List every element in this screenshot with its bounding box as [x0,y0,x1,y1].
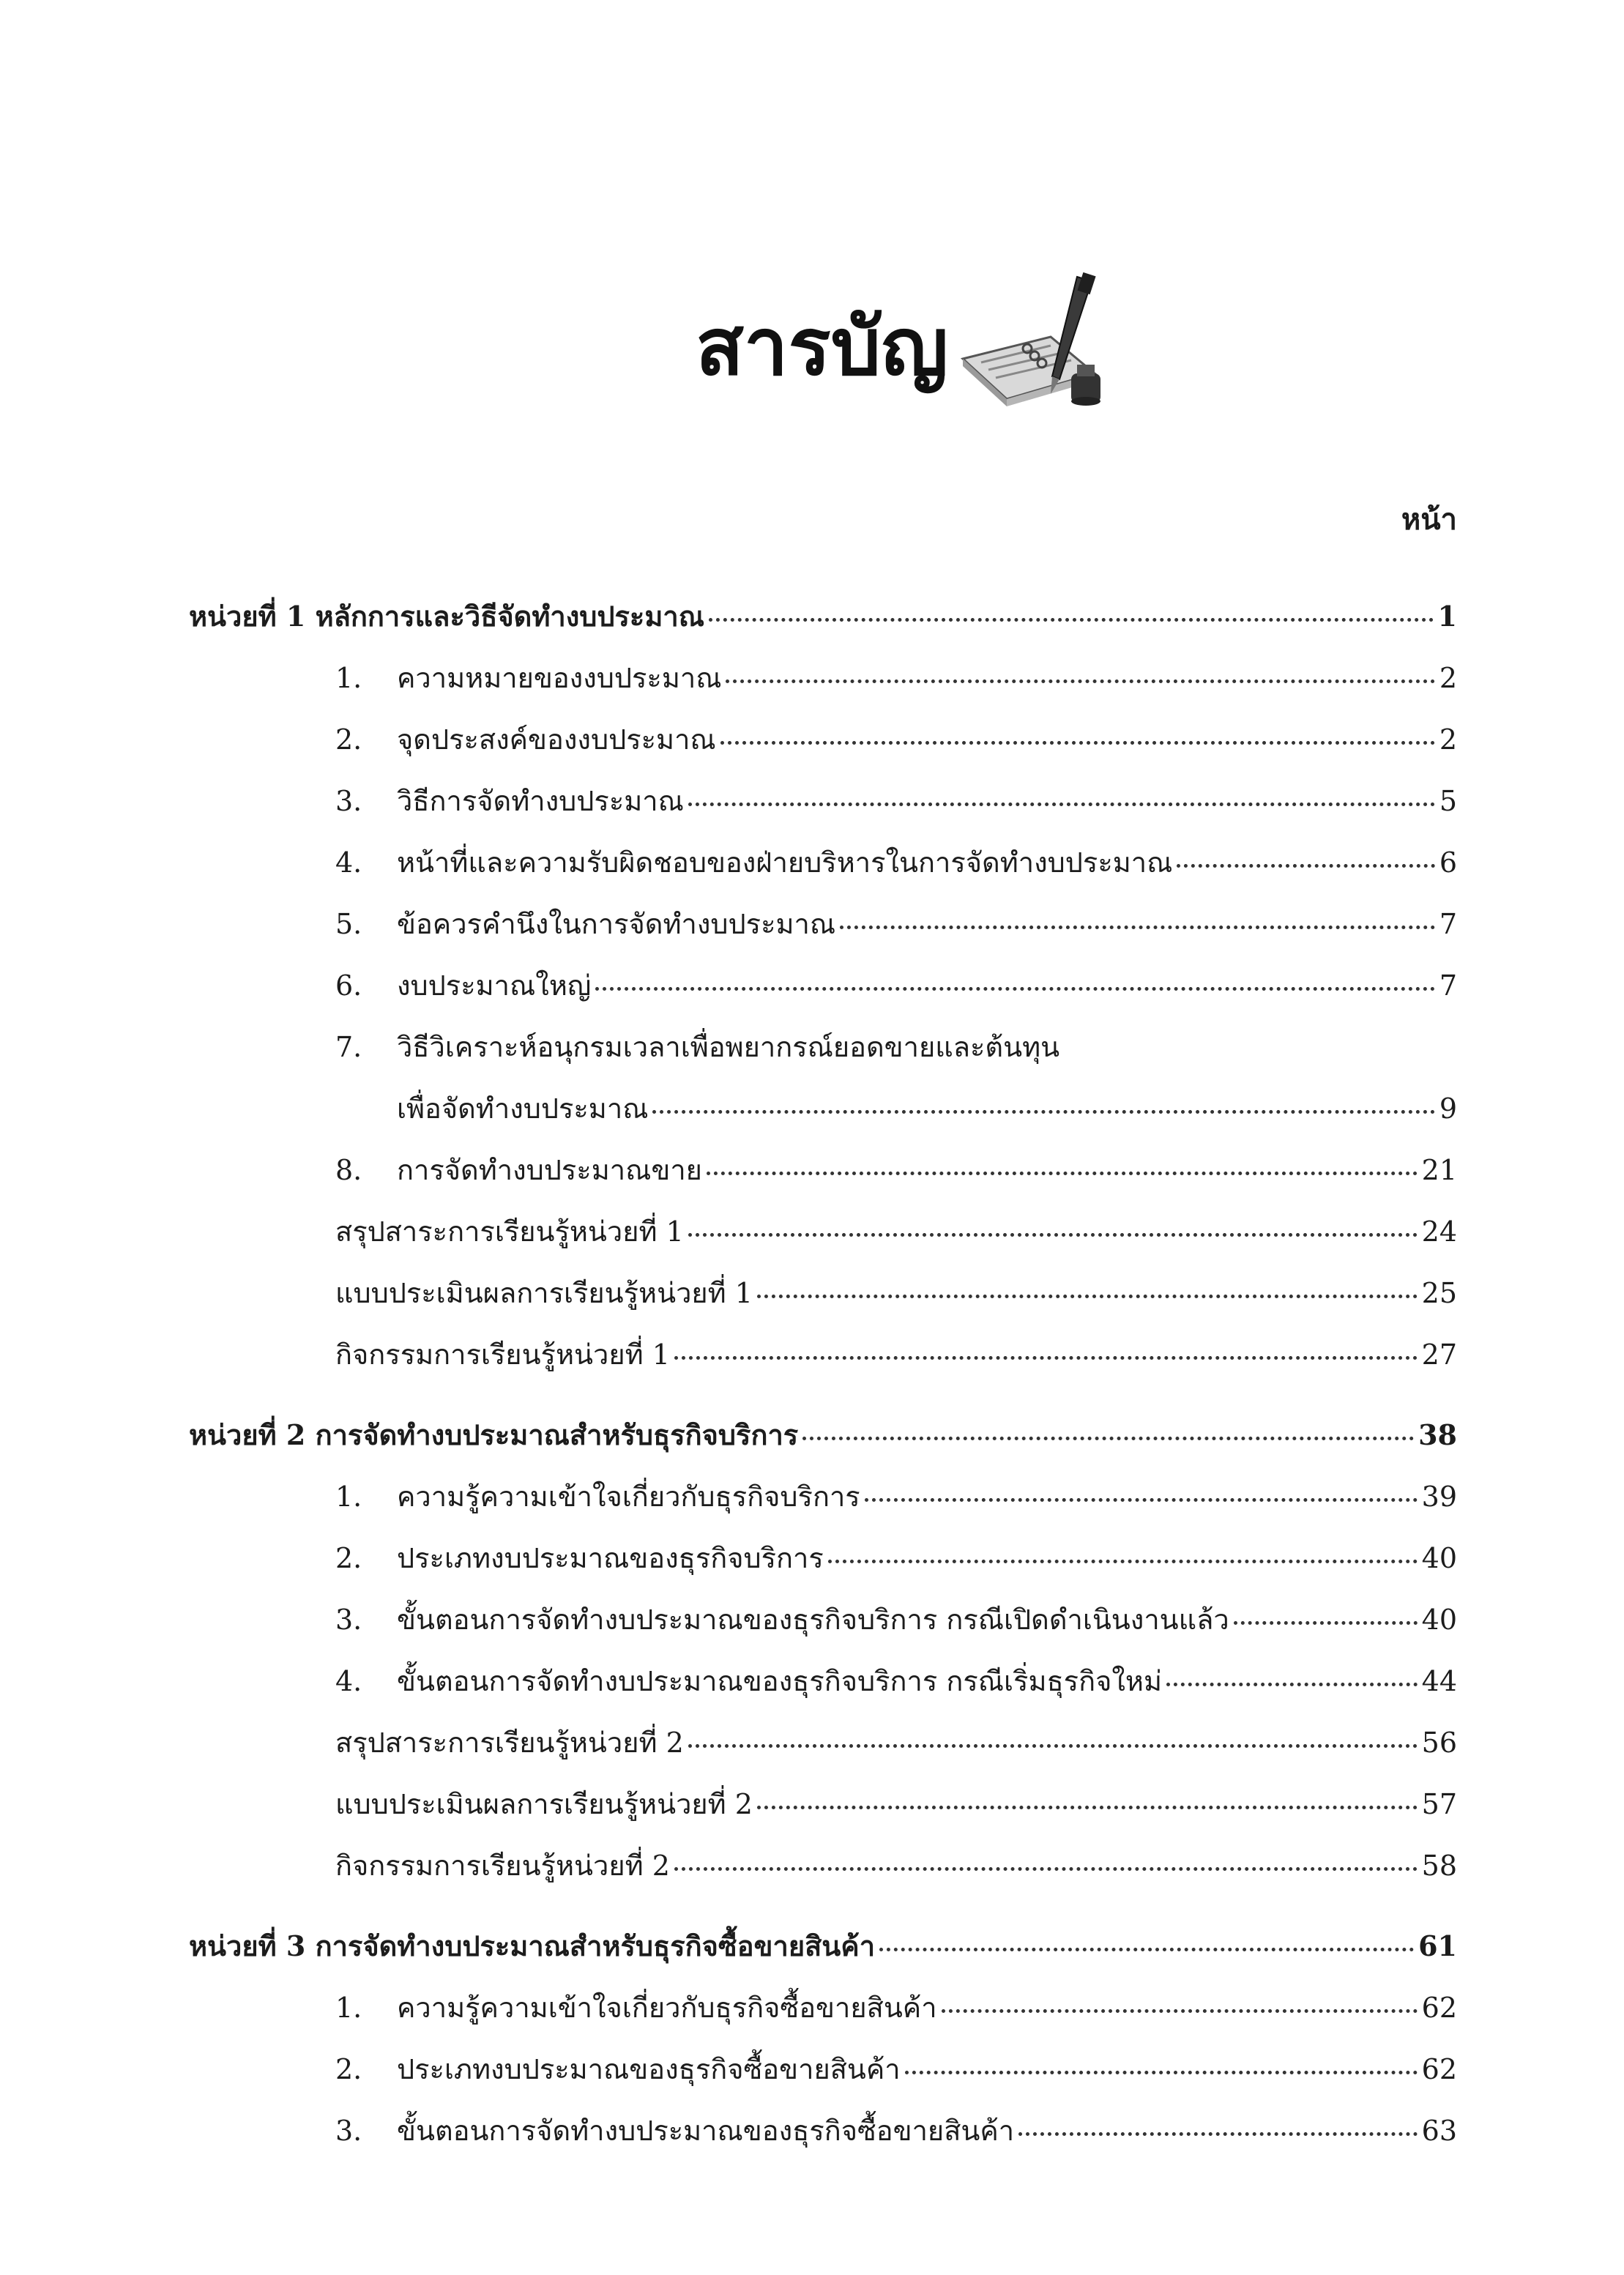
dot-leader [707,1172,1418,1175]
toc-item-label: แบบประเมินผลการเรียนรู้หน่วยที่ 1 [335,1277,753,1309]
toc-item-label: สรุปสาระการเรียนรู้หน่วยที่ 1 [335,1215,684,1248]
toc-extra[interactable] [189,1201,1457,1262]
toc-item-number: 2. [335,1542,362,1574]
toc-item-number: 3. [335,2115,362,2147]
toc-unit-title: หน่วยที่ 2 การจัดทำงบประมาณสำหรับธุรกิจบริการ [189,1418,799,1451]
dot-leader [688,1233,1418,1237]
dot-leader [1166,1683,1418,1686]
toc-item[interactable] [189,955,1457,1016]
toc-item-number: 6. [335,969,362,1002]
dot-leader [652,1110,1434,1114]
toc-item-label: แบบประเมินผลการเรียนรู้หน่วยที่ 2 [335,1788,753,1820]
toc-page-number: 44 [1421,1665,1457,1697]
dot-leader [688,1744,1418,1748]
toc-item[interactable] [189,1977,1457,2038]
section-gap [189,1385,1457,1404]
toc-item-number: 4. [335,846,362,879]
toc-item[interactable] [189,1650,1457,1712]
toc-page-number: 58 [1421,1850,1457,1882]
dot-leader [905,2071,1418,2074]
toc-item-number: 3. [335,1604,362,1636]
toc-page-number: 62 [1421,2053,1457,2085]
toc-item-number: 3. [335,785,362,817]
toc-unit-title: หน่วยที่ 1 หลักการและวิธีจัดทำงบประมาณ [189,600,704,633]
dot-leader [595,987,1435,991]
toc-item-label: เพื่อจัดทำงบประมาณ [397,1092,649,1125]
toc-page-number: 5 [1439,785,1457,817]
toc-item-number: 5. [335,908,362,940]
toc-unit-1[interactable] [189,586,1457,647]
toc-page-number: 25 [1421,1277,1457,1309]
toc-item-label: ความหมายของงบประมาณ [397,662,722,694]
dot-leader [1234,1621,1418,1625]
toc-item-label: หน้าที่และความรับผิดชอบของฝ่ายบริหารในการจัดทำงบประมาณ [397,846,1173,879]
toc-extra[interactable] [189,1262,1457,1324]
toc-page-number: 1 [1437,600,1457,633]
toc-page-number: 61 [1418,1929,1457,1962]
toc-item-label: ขั้นตอนการจัดทำงบประมาณของธุรกิจซื้อขายสินค้า [397,2115,1015,2147]
dot-leader [840,926,1435,929]
dot-leader [757,1295,1418,1298]
toc-page-number: 63 [1421,2115,1457,2147]
toc-page-number: 57 [1421,1788,1457,1820]
toc-page-number: 7 [1439,969,1457,1002]
dot-leader [1177,864,1434,868]
dot-leader [674,1356,1418,1360]
toc-page-number: 6 [1439,846,1457,879]
dot-leader [757,1806,1418,1809]
toc-item[interactable] [189,1527,1457,1589]
dot-leader [828,1560,1418,1563]
toc-item-label: จุดประสงค์ของงบประมาณ [397,723,716,756]
toc-page-number: 2 [1439,662,1457,694]
dot-leader [942,2009,1418,2013]
toc-page-number: 9 [1439,1092,1457,1125]
toc-page-number: 56 [1421,1727,1457,1759]
dot-leader [1018,2132,1418,2136]
toc-extra[interactable] [189,1773,1457,1835]
toc-extra[interactable] [189,1324,1457,1385]
toc-unit-title: หน่วยที่ 3 การจัดทำงบประมาณสำหรับธุรกิจซื้อขายสินค้า [189,1929,876,1962]
dot-leader [720,741,1435,745]
toc-item[interactable] [189,770,1457,832]
toc-item[interactable] [189,2038,1457,2100]
toc-page-number: 39 [1421,1481,1457,1513]
toc-item-label: สรุปสาระการเรียนรู้หน่วยที่ 2 [335,1727,684,1759]
dot-leader [709,618,1434,622]
toc-item-label: ประเภทงบประมาณของธุรกิจซื้อขายสินค้า [397,2053,901,2085]
toc-item-label: ข้อควรคำนึงในการจัดทำงบประมาณ [397,908,836,940]
toc-item-label: ประเภทงบประมาณของธุรกิจบริการ [397,1542,824,1574]
toc-page-number: 40 [1421,1604,1457,1636]
toc-item-number: 7. [335,1031,362,1063]
toc-page-number: 38 [1418,1418,1457,1451]
toc-page-number: 2 [1439,723,1457,756]
toc-page-number: 27 [1421,1338,1457,1371]
toc-unit-2[interactable] [189,1404,1457,1466]
toc-item-number: 1. [335,662,362,694]
toc-page-number: 7 [1439,908,1457,940]
toc-item[interactable] [189,1139,1457,1201]
toc-item-number: 8. [335,1154,362,1186]
toc-extra[interactable] [189,1712,1457,1773]
toc-page-number: 40 [1421,1542,1457,1574]
toc-item-continuation[interactable] [189,1078,1457,1139]
dot-leader [802,1437,1414,1440]
toc-item-label: ขั้นตอนการจัดทำงบประมาณของธุรกิจบริการ กรณีเริ่มธุรกิจใหม่ [397,1665,1163,1697]
toc-item[interactable] [189,1016,1457,1078]
dot-leader [674,1867,1418,1871]
page-column-header: หน้า [1401,502,1457,537]
toc-item-number: 2. [335,2053,362,2085]
table-of-contents [189,586,1457,2162]
toc-item[interactable] [189,2100,1457,2162]
toc-extra[interactable] [189,1835,1457,1896]
toc-unit-3[interactable] [189,1915,1457,1977]
dot-leader [688,803,1435,806]
toc-item-number: 4. [335,1665,362,1697]
toc-item-number: 1. [335,1481,362,1513]
toc-item[interactable] [189,1589,1457,1650]
section-gap [189,1896,1457,1915]
toc-item[interactable] [189,893,1457,955]
toc-item[interactable] [189,647,1457,709]
page-title: สารบัญ [696,302,949,393]
title-block [0,271,1624,439]
toc-item-label: การจัดทำงบประมาณขาย [397,1154,702,1186]
toc-item-label: กิจกรรมการเรียนรู้หน่วยที่ 1 [335,1338,670,1371]
toc-item-label: ความรู้ความเข้าใจเกี่ยวกับธุรกิจซื้อขายสินค้า [397,1992,937,2024]
toc-item-label: ขั้นตอนการจัดทำงบประมาณของธุรกิจบริการ กรณีเปิดดำเนินงานแล้ว [397,1604,1229,1636]
toc-item-label: วิธีวิเคราะห์อนุกรมเวลาเพื่อพยากรณ์ยอดขายและต้นทุน [397,1031,1060,1063]
dot-leader [879,1948,1414,1951]
toc-item[interactable] [189,832,1457,893]
toc-page-number: 21 [1421,1154,1457,1186]
toc-item-number: 2. [335,723,362,756]
toc-item-label: วิธีการจัดทำงบประมาณ [397,785,684,817]
toc-item[interactable] [189,709,1457,770]
dot-leader [726,679,1434,683]
toc-item-number: 1. [335,1992,362,2024]
toc-item[interactable] [189,1466,1457,1527]
toc-item-label: กิจกรรมการเรียนรู้หน่วยที่ 2 [335,1850,670,1882]
dot-leader [865,1498,1418,1502]
toc-page-number: 24 [1421,1215,1457,1248]
notebook-pen-icon [948,271,1117,417]
toc-item-label: ความรู้ความเข้าใจเกี่ยวกับธุรกิจบริการ [397,1481,860,1513]
toc-page-number: 62 [1421,1992,1457,2024]
toc-item-label: งบประมาณใหญ่ [397,969,592,1002]
